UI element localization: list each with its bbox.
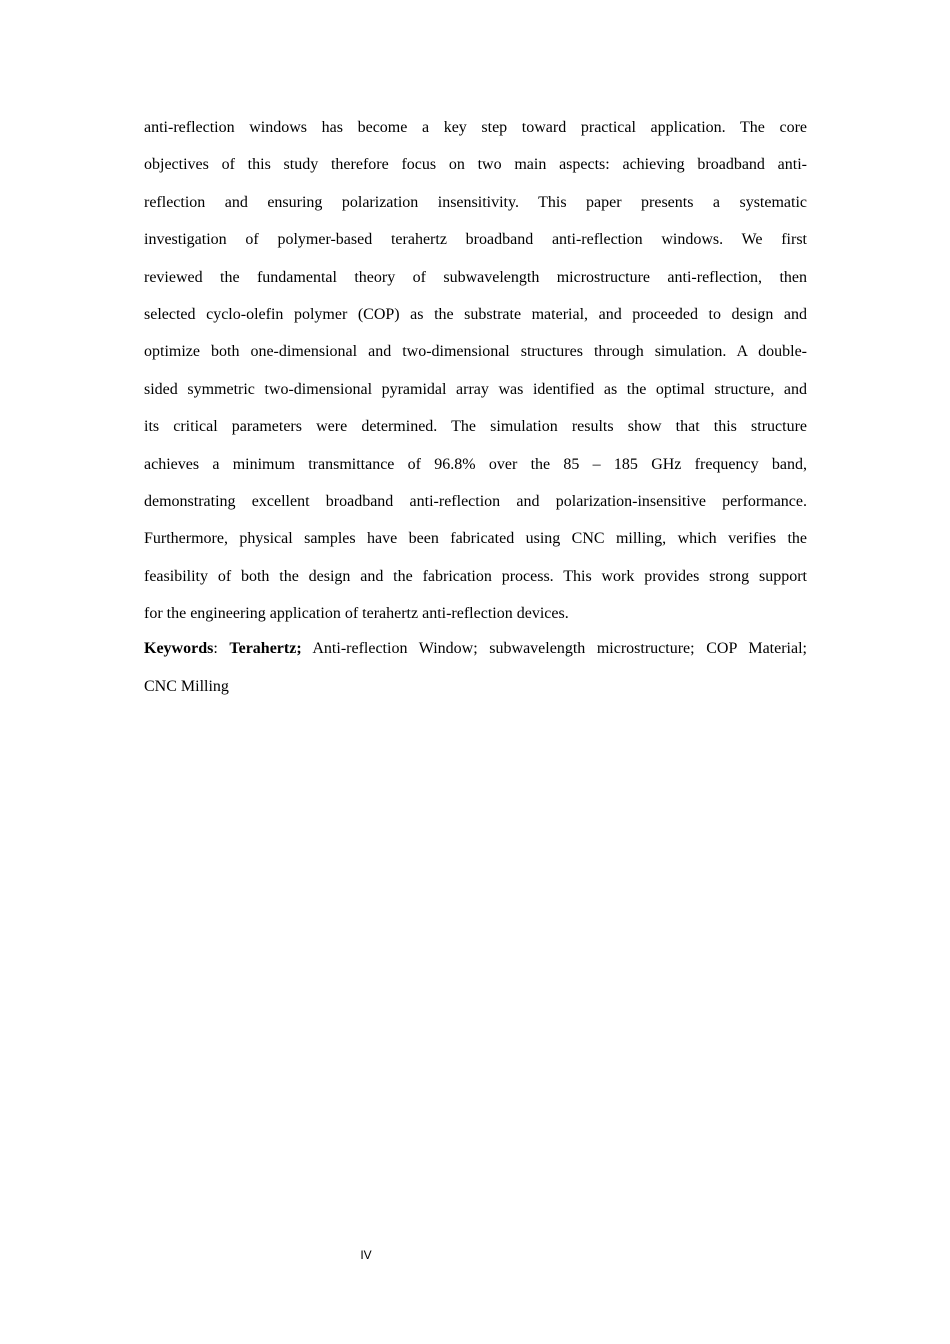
abstract-line: selected cyclo-olefin polymer (COP) as the substrate material, and proceeded to design and [144,305,807,323]
keywords-label: Keywords [144,640,214,658]
abstract-line: objectives of this study therefore focus on two main aspects: achieving broadband anti- [144,156,807,174]
abstract-line: for the engineering application of terahertz anti-reflection devices. [144,605,569,623]
keywords-line [144,630,807,667]
abstract-line: achieves a minimum transmittance of 96.8% over the 85 – 185 GHz frequency band, [144,455,807,473]
abstract-line: anti-reflection windows has become a key step toward practical application. The core [144,119,807,136]
page-number: IV [360,1248,372,1262]
keywords-line-continued: CNC Milling [144,677,229,695]
abstract-line: reviewed the fundamental theory of subwavelength microstructure anti-reflection, then [144,268,807,286]
keywords-separator: : [213,640,230,658]
abstract-line: demonstrating excellent broadband anti-reflection and polarization-insensitive performance. [144,492,807,510]
abstract-line: optimize both one-dimensional and two-dimensional structures through simulation. A double- [144,343,807,361]
keyword-terahertz: Terahertz; [229,640,302,658]
abstract-line: sided symmetric two-dimensional pyramidal array was identified as the optimal structure, and [144,380,807,398]
abstract-body [144,109,807,705]
abstract-line: its critical parameters were determined. The simulation results show that this structure [144,418,807,436]
keywords-section [144,630,807,705]
keywords-list: Anti-reflection Window; subwavelength microstructure; COP Material; [301,640,807,658]
abstract-line: feasibility of both the design and the fabrication process. This work provides strong support [144,567,807,585]
abstract-line: investigation of polymer-based terahertz broadband anti-reflection windows. We first [144,231,807,249]
abstract-line: reflection and ensuring polarization insensitivity. This paper presents a systematic [144,193,807,211]
abstract-line: Furthermore, physical samples have been fabricated using CNC milling, which verifies the [144,530,807,548]
